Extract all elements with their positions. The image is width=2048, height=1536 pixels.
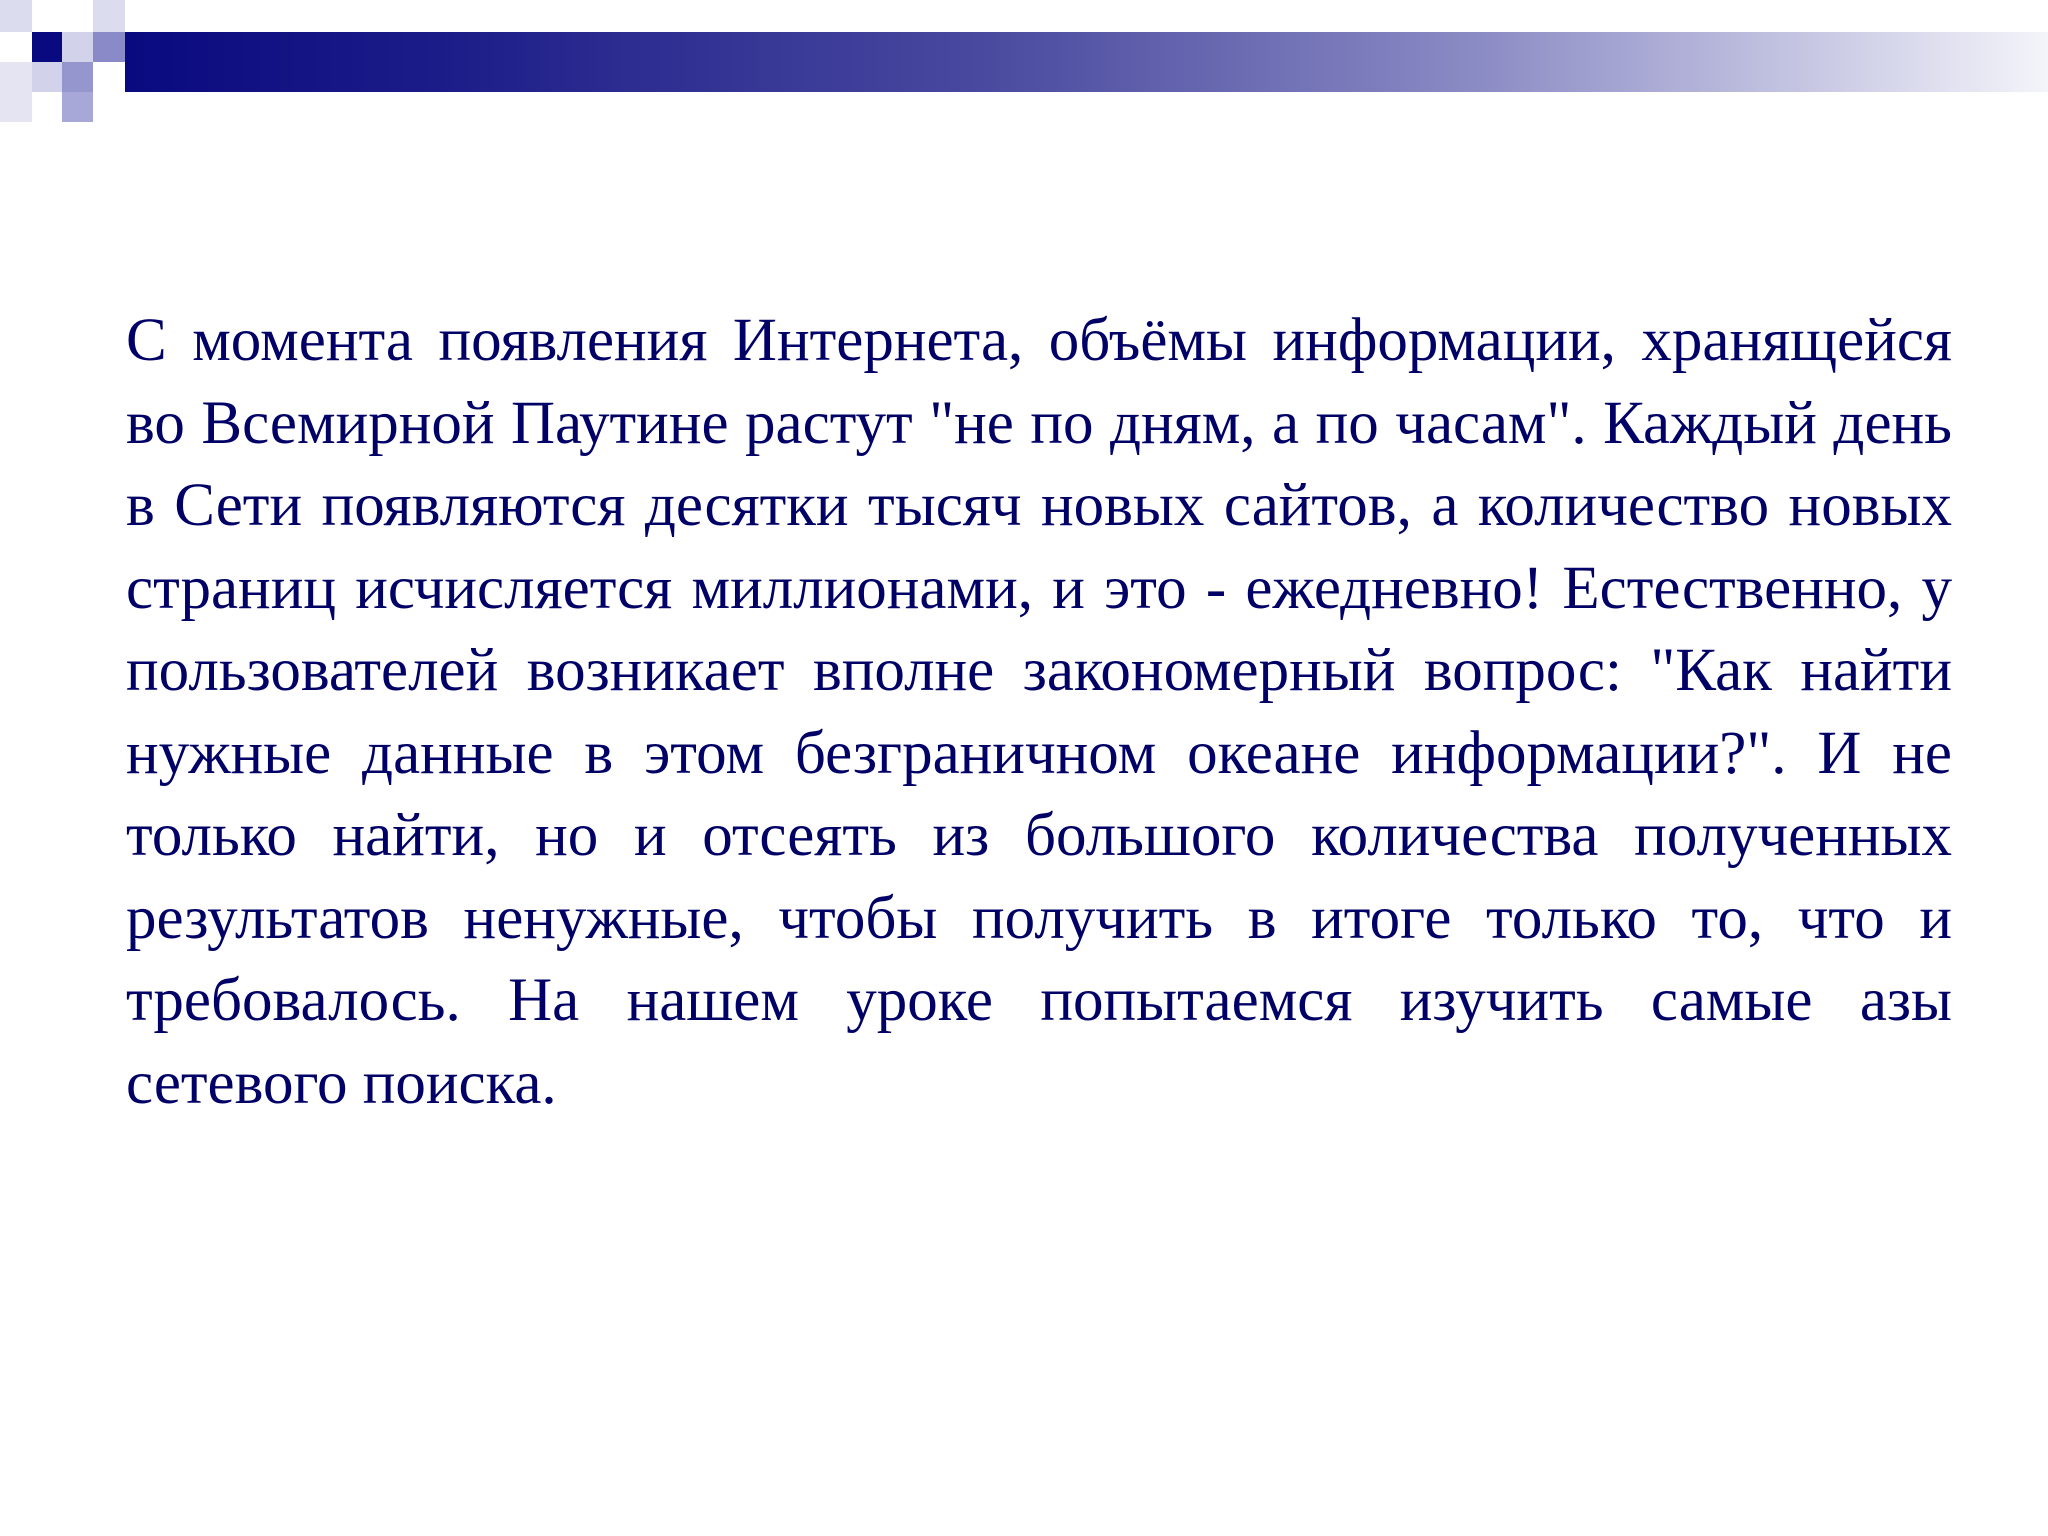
pixel-square-mid xyxy=(93,32,125,62)
pixel-square-light xyxy=(62,32,93,62)
pixel-square-mid xyxy=(62,62,93,92)
header-gradient-bar xyxy=(125,32,2048,92)
pixel-square-mid xyxy=(62,92,93,122)
pixel-square-light xyxy=(0,62,32,122)
pixel-square-light xyxy=(93,0,125,32)
pixel-square-dark xyxy=(32,32,62,62)
main-paragraph: С момента появления Интернета, объёмы информации, хранящейся во Всемирной Паутине растут "не по дням, а по часам". Каждый день в Сети появляются десятки тысяч новых сайтов, а количество новых страниц исчисляется миллионами, и это - ежедневно! Естественно, у пользователей возникает вполне закономерный вопрос: "Как найти нужные данные в этом безграничном океане информации?". И не только найти, но и отсеять из большого количества полученных результатов ненужные, чтобы получить в итоге только то, что и требовалось. На нашем уроке попытаемся изучить самые азы сетевого поиска. xyxy=(126,307,1952,1117)
pixel-square-light xyxy=(0,0,32,32)
pixel-square-light xyxy=(32,62,62,92)
